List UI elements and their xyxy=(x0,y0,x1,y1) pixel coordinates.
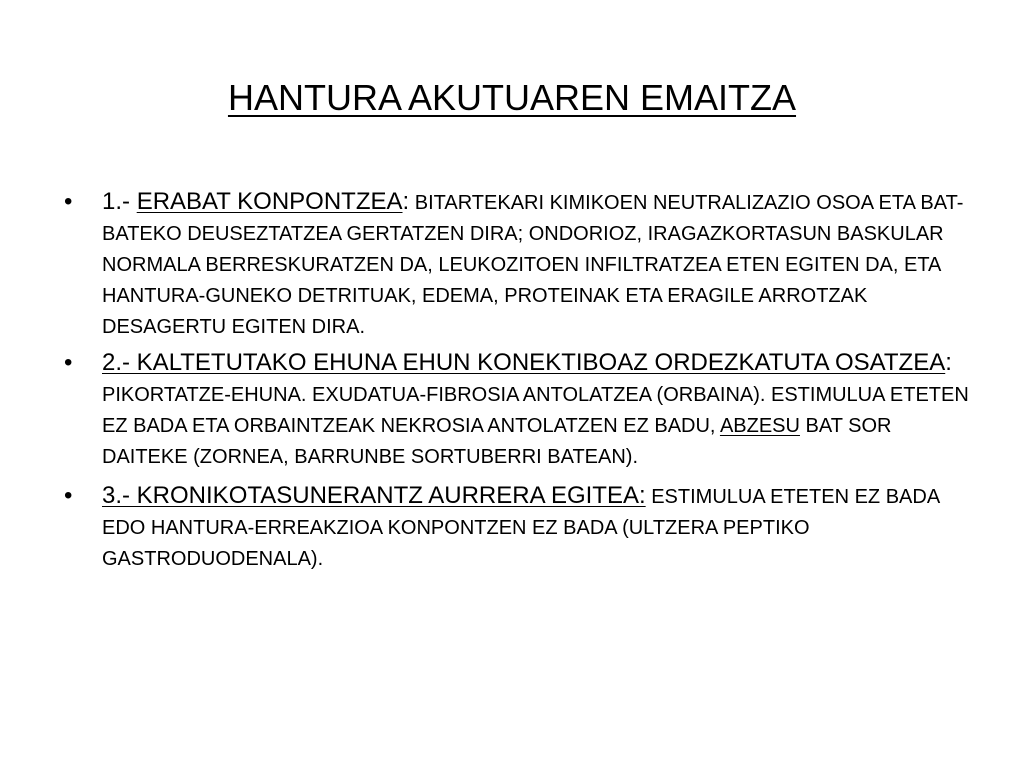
bullet-number: 1.- xyxy=(102,188,137,215)
bullet-heading: ERABAT KONPONTZEA xyxy=(136,188,403,215)
bullet-text: ESTIMULUA ETETEN EZ BADA EDO HANTURA-ERREAKZIOA KONPONTZEN EZ BADA (ULTZERA PEPTIKO GASTRODUODENALA). xyxy=(102,486,940,570)
bullet-heading: 2.- KALTETUTAKO EHUNA EHUN KONEKTIBOAZ ORDEZKATUTA OSATZEA xyxy=(102,349,946,376)
bullet-colon: : xyxy=(945,349,952,376)
bullet-item-1 xyxy=(64,187,974,343)
bullet-icon: • xyxy=(64,188,73,215)
bullet-colon: : xyxy=(402,188,410,215)
bullet-icon: • xyxy=(64,349,73,376)
bullet-underlined-term: ABZESU xyxy=(719,415,800,437)
bullet-heading: 3.- KRONIKOTASUNERANTZ AURRERA EGITEA: xyxy=(102,482,646,509)
bullet-text: PIKORTATZE-EHUNA. EXUDATUA-FIBROSIA ANTOLATZEA (ORBAINA). ESTIMULUA ETETEN EZ BADA ETA ORBAINTZEAK NEKROSIA ANTOLATZEN EZ BADU, xyxy=(102,384,969,437)
bullet-text: BITARTEKARI KIMIKOEN NEUTRALIZAZIO OSOA ETA BAT-BATEKO DEUSEZTATZEA GERTATZEN DIRA; ONDORIOZ, IRAGAZKORTASUN BASKULAR NORMALA BERRESKURATZEN DA, LEUKOZITOEN INFILTRATZEA ETEN EGITEN DA, ETA HANTURA-GUNEKO DETRITUAK, EDEMA, PROTEINAK ETA ERAGILE ARROTZAK DESAGERTU EGITEN DIRA. xyxy=(102,192,964,338)
slide-title-text: HANTURA AKUTUAREN EMAITZA xyxy=(227,77,797,118)
bullet-item-3 xyxy=(64,481,974,575)
bullet-list xyxy=(64,187,974,575)
slide-title xyxy=(0,76,1024,120)
bullet-item-2 xyxy=(64,348,974,473)
bullet-text: BAT SOR DAITEKE (ZORNEA, BARRUNBE SORTUBERRI BATEAN). xyxy=(102,415,892,468)
bullet-icon: • xyxy=(64,482,73,509)
